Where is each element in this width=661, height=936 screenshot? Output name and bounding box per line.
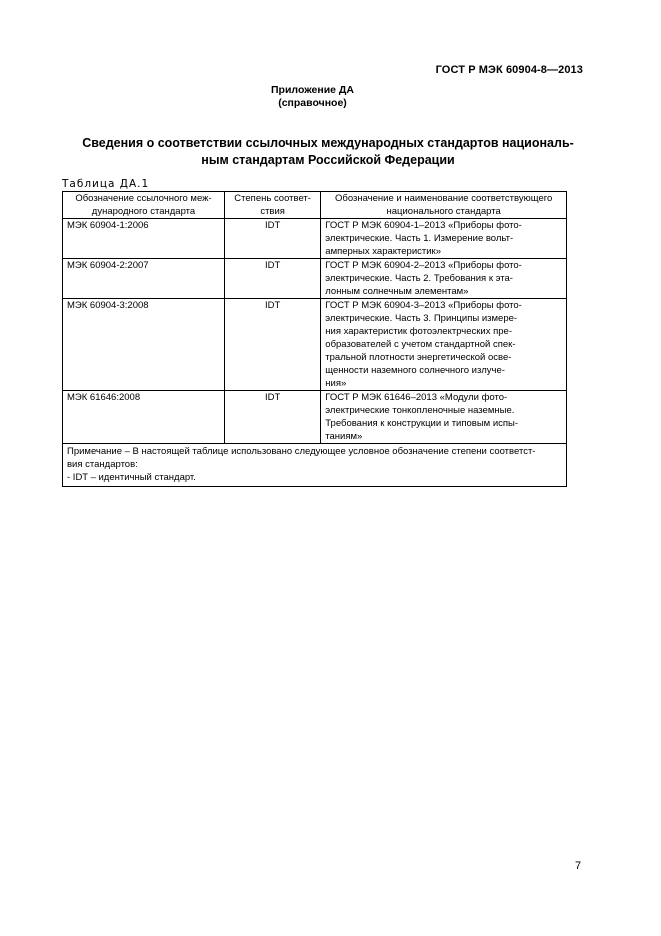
national-standard: ГОСТ Р МЭК 60904-3–2013 «Приборы фото- электрические. Часть 3. Принципы измере- ния характеристик фотоэлектрческих пре- образователей с учетом стандартной спек- тральной плотности энергетической осве- щенности наземного солнечного излуче- ния» [321, 299, 567, 391]
heading-line-2: ным стандартам Российской Федерации [201, 153, 455, 167]
table-row [63, 259, 567, 299]
table-note: Примечание – В настоящей таблице использовано следующее условное обозначение степени соответст- вия стандартов: - IDT – идентичный стандарт. [63, 444, 567, 487]
reference-standard: МЭК 60904-3:2008 [63, 299, 225, 391]
annex-subtitle: (справочное) [278, 97, 347, 109]
table-row [63, 391, 567, 444]
degree-of-correspondence: IDT [224, 259, 320, 299]
national-standard: ГОСТ Р МЭК 60904-2–2013 «Приборы фото- электрические. Часть 2. Требования к эта- лонным солнечным элементам» [321, 259, 567, 299]
table-row [63, 219, 567, 259]
header-reference-standard: Обозначение ссылочного меж- дународного стандарта [63, 192, 225, 219]
table-caption: Таблица ДА.1 [62, 178, 150, 190]
document-code: ГОСТ Р МЭК 60904-8—2013 [435, 64, 583, 76]
page-number: 7 [575, 860, 582, 872]
section-heading [58, 135, 598, 169]
correspondence-table [62, 191, 567, 487]
national-standard: ГОСТ Р МЭК 61646–2013 «Модули фото- электрические тонкопленочные наземные. Требования к конструкции и типовым испы- таниям» [321, 391, 567, 444]
degree-of-correspondence: IDT [224, 219, 320, 259]
national-standard: ГОСТ Р МЭК 60904-1–2013 «Приборы фото- электрические. Часть 1. Измерение вольт- амперных характеристик» [321, 219, 567, 259]
annex-title: Приложение ДА [271, 84, 354, 96]
heading-line-1: Сведения о соответствии ссылочных международных стандартов националь- [82, 136, 574, 150]
table-row [63, 299, 567, 391]
table-header-row [63, 192, 567, 219]
table-note-row [63, 444, 567, 487]
header-national-standard: Обозначение и наименование соответствующего национального стандарта [321, 192, 567, 219]
reference-standard: МЭК 60904-1:2006 [63, 219, 225, 259]
degree-of-correspondence: IDT [224, 391, 320, 444]
degree-of-correspondence: IDT [224, 299, 320, 391]
reference-standard: МЭК 61646:2008 [63, 391, 225, 444]
reference-standard: МЭК 60904-2:2007 [63, 259, 225, 299]
header-degree: Степень соответ- ствия [224, 192, 320, 219]
